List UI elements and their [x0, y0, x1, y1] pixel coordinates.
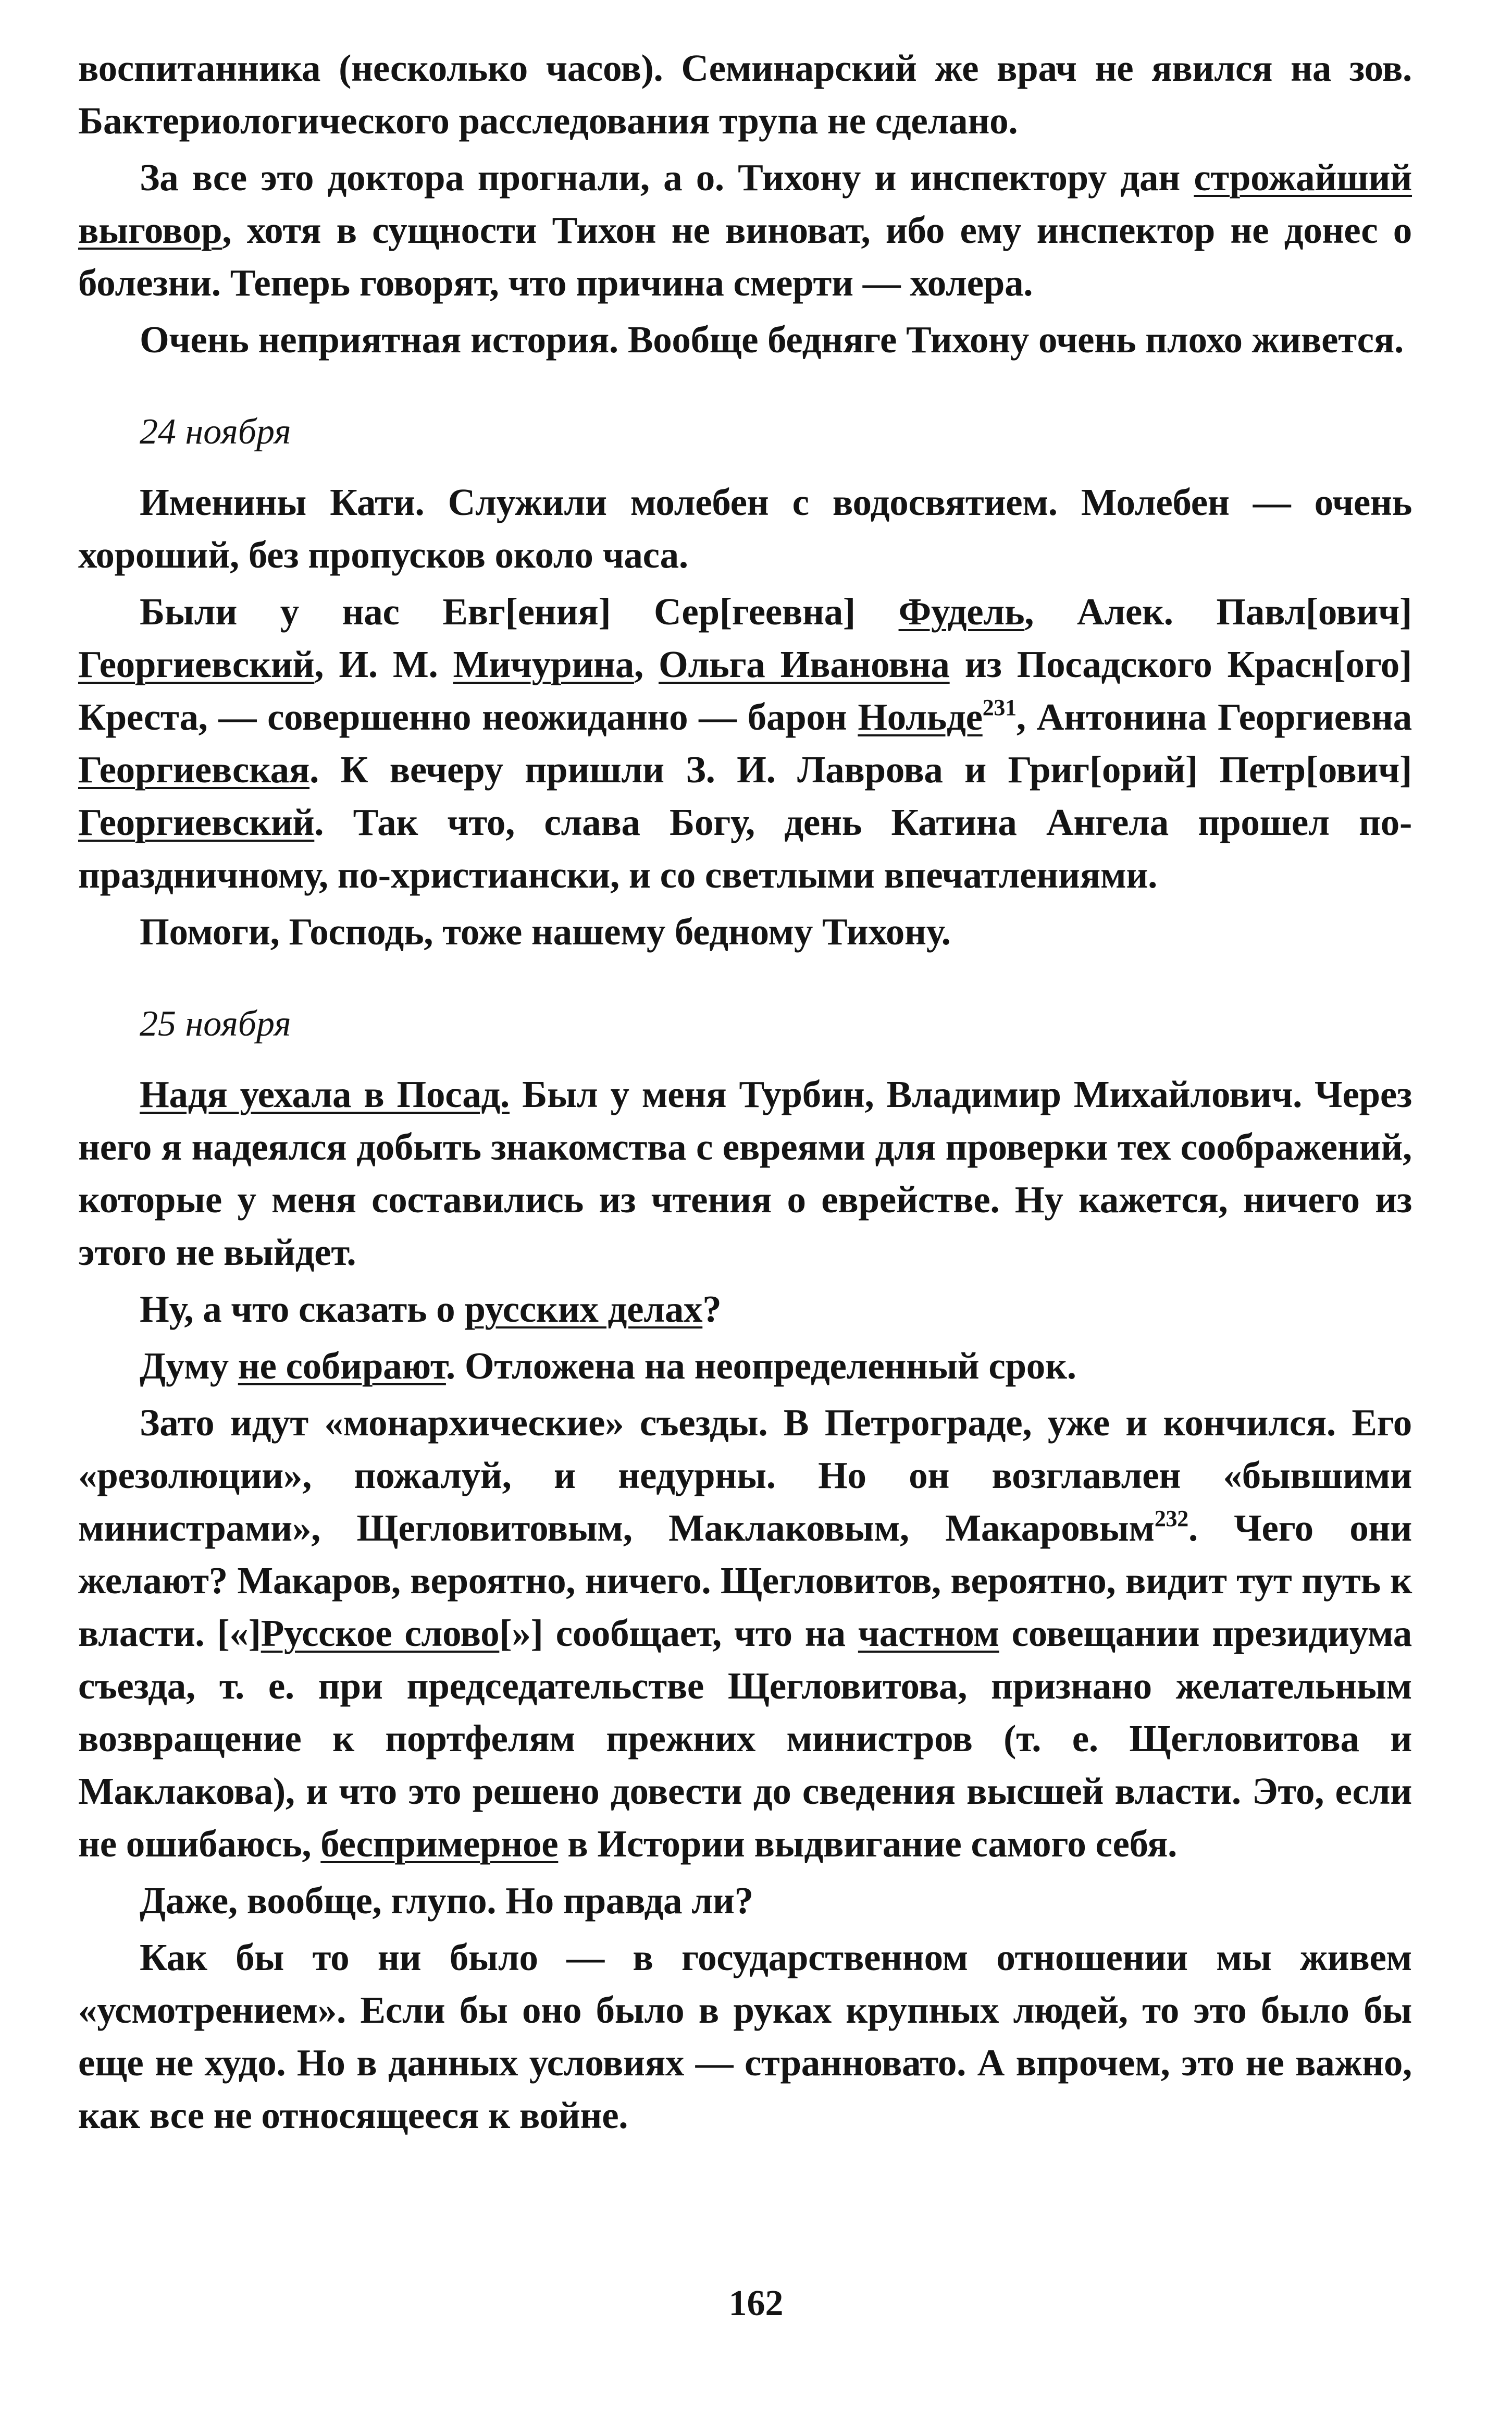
underlined-text: строжайший выговор — [78, 156, 1412, 251]
text: [»] сообщает, что на — [499, 1612, 858, 1654]
underlined-name: Нольде — [858, 696, 983, 738]
underlined-name: Георгиевский — [78, 643, 315, 685]
text: совещании президиума съезда, т. е. при председательстве Щегловитова, признано желательным возвращение к портфелям прежних министров (т. е. Щегловитова и Маклакова), и что это решено довести до сведения высшей власти. Это, если не ошибаюсь, — [78, 1612, 1412, 1865]
underlined-text: беспримерное — [320, 1823, 559, 1865]
text: Именины Кати. Служили молебен с водосвятием. Молебен — очень хороший, без пропусков около часа. — [78, 481, 1412, 576]
paragraph-4 — [78, 476, 1412, 581]
paragraph-10 — [78, 1396, 1412, 1870]
paragraph-3 — [78, 313, 1412, 366]
text: из Посадского Красн[ого] Креста, — совершенно неожиданно — барон — [78, 643, 1412, 738]
text: Ну, а что сказать о — [140, 1288, 465, 1330]
footnote-ref-232: 232 — [1154, 1506, 1188, 1531]
date-heading-25-november: 25 ноября — [140, 1004, 291, 1044]
footnote-ref-231: 231 — [982, 695, 1017, 720]
text: Очень неприятная история. Вообще бедняге Тихону очень плохо живется. — [140, 318, 1404, 361]
text: Был у меня Турбин, Владимир Михайлович. Через него я надеялся добыть знакомства с евреями для проверки тех соображений, которые у меня составились из чтения о еврействе. Ну кажется, ничего из этого не выйдет. — [78, 1073, 1412, 1273]
date-heading-24-november: 24 ноября — [140, 412, 291, 452]
text: в Истории выдвигание самого себя. — [558, 1823, 1178, 1865]
page-body — [78, 42, 1412, 2146]
page-number: 162 — [728, 2283, 784, 2323]
paragraph-5 — [78, 585, 1412, 901]
paragraph-11 — [78, 1874, 1412, 1927]
text: . К вечеру пришли З. И. Лаврова и Григ[орий] Петр[ович] — [309, 748, 1412, 791]
text: , И. М. — [314, 643, 453, 685]
text: Помоги, Господь, тоже нашему бедному Тихону. — [140, 911, 951, 953]
text: Как бы то ни было — в государственном отношении мы живем «усмотрением». Если бы оно было в руках крупных людей, то это было бы еще не худо. Но в данных условиях — странновато. А впрочем, это не важно, как все не относящееся к войне. — [78, 1936, 1412, 2136]
text: . Чего они желают? Макаров, вероятно, ничего. Щегловитов, вероятно, видит тут путь к власти. [«] — [78, 1507, 1412, 1654]
text: , — [634, 643, 659, 685]
paragraph-6 — [78, 905, 1412, 958]
paragraph-8 — [78, 1283, 1412, 1335]
text: Даже, вообще, глупо. Но правда ли? — [140, 1879, 753, 1922]
text: , Алек. Павл[ович] — [1024, 591, 1412, 633]
underlined-text: частном — [858, 1612, 999, 1654]
paragraph-9 — [78, 1339, 1412, 1392]
underlined-name: Георгиевская — [78, 748, 310, 791]
paragraph-12 — [78, 1931, 1412, 2142]
paragraph-7 — [78, 1068, 1412, 1278]
text: , Антонина Георгиевна — [1016, 696, 1412, 738]
underlined-name: Мичурина — [453, 643, 634, 685]
text: Были у нас Евг[ения] Сер[геевна] — [140, 591, 899, 633]
underlined-name: Георгиевский — [78, 801, 315, 843]
underlined-text: Надя уехала в Посад. — [140, 1073, 510, 1115]
underlined-text: не собирают — [238, 1345, 446, 1387]
underlined-name: Ольга Ивановна — [659, 643, 950, 685]
text: . Так что, слава Богу, день Катина Ангела прошел по-праздничному, по-христиански, и со светлыми впечатлениями. — [78, 801, 1412, 896]
text: ? — [702, 1288, 722, 1330]
text: . Отложена на неопределенный срок. — [445, 1345, 1076, 1387]
underlined-text: Русское слово — [261, 1612, 500, 1654]
underlined-name: Фудель — [898, 591, 1025, 633]
text: , хотя в сущности Тихон не виноват, ибо ему инспектор не донес о болезни. Теперь говорят, что причина смерти — холера. — [78, 209, 1412, 304]
text: воспитанника (несколько часов). Семинарский же врач не явился на зов. Бактериологического расследования трупа не сделано. — [78, 47, 1412, 142]
text: За все это доктора прогнали, а о. Тихону и инспектору дан — [140, 156, 1194, 199]
paragraph-2 — [78, 151, 1412, 309]
underlined-text: русских делах — [464, 1288, 703, 1330]
text: Думу — [140, 1345, 238, 1387]
paragraph-1 — [78, 42, 1412, 147]
text: Зато идут «монархические» съезды. В Петрограде, уже и кончился. Его «резолюции», пожалуй, и недурны. Но он возглавлен «бывшими министрами», Щегловитовым, Маклаковым, Макаровым — [78, 1401, 1412, 1549]
